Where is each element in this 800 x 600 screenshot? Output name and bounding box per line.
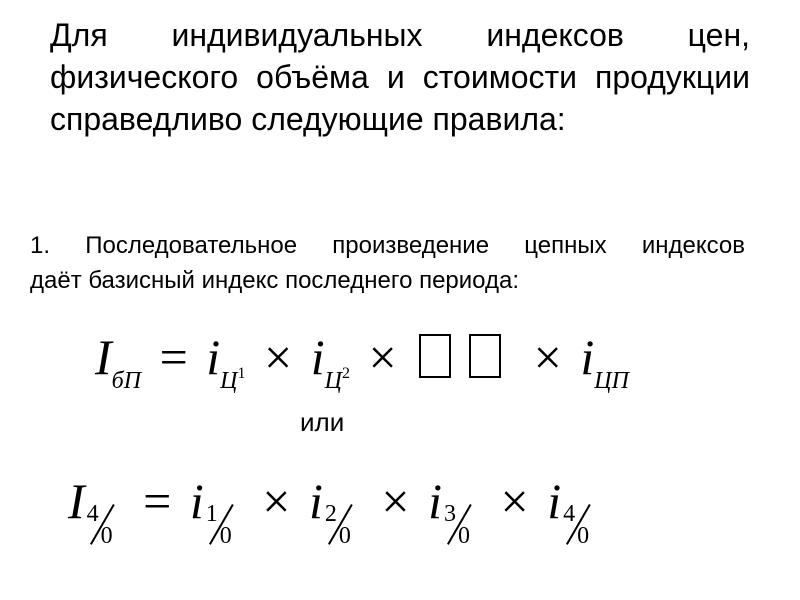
- formula-2-term-4-num: 4: [563, 501, 576, 527]
- rule-1-paragraph: [30, 228, 745, 298]
- formula-2-term-3-num: 3: [443, 501, 456, 527]
- formula-1-term-1-sub: Ц: [220, 368, 238, 394]
- formula-2-lhs: I: [68, 473, 85, 529]
- formula-2-term-1-num: 1: [205, 501, 218, 527]
- intro-line-2: физического объёма и стоимости продукции: [50, 59, 750, 95]
- formula-2-term-2-num: 2: [324, 501, 337, 527]
- formula-1-times-2: ×: [368, 329, 397, 385]
- formula-1-times-3: ×: [533, 329, 562, 385]
- formula-1-term-2: i: [310, 329, 325, 385]
- formula-1-lhs: I: [95, 329, 112, 385]
- formula-2-term-2-fraction: [325, 502, 355, 548]
- formula-2-lhs-num: 4: [86, 501, 99, 527]
- formula-2-term-3: i: [428, 473, 442, 529]
- or-connector: или: [300, 407, 345, 437]
- formula-2-term-4-fraction: [563, 502, 593, 548]
- intro-line-1: Для индивидуальных индексов цен,: [50, 17, 750, 53]
- formula-1-term-1: i: [206, 329, 221, 385]
- formula-2-term-4: i: [547, 473, 562, 529]
- formula-2-term-1-fraction: [206, 502, 236, 548]
- missing-glyph-box-2: [469, 334, 501, 378]
- formula-1-times-1: ×: [264, 329, 293, 385]
- formula-1-term-n: i: [580, 329, 595, 385]
- formula-1-term-1-subnum: 1: [237, 365, 246, 382]
- missing-glyph-box-1: [419, 334, 451, 378]
- formula-2-term-1-den: 0: [219, 523, 232, 549]
- formula-chain-product: [95, 328, 629, 398]
- formula-1-term-2-subnum: 2: [341, 365, 350, 382]
- rule-1-line-2: даёт базисный индекс последнего периода:: [30, 267, 520, 294]
- formula-2-lhs-den: 0: [100, 523, 113, 549]
- formula-1-term-n-sub: ЦП: [594, 368, 629, 394]
- formula-numeric-example: [68, 472, 601, 562]
- formula-1-equals: =: [159, 329, 188, 385]
- intro-line-3: справедливо следующие правила:: [50, 101, 566, 137]
- formula-2-lhs-fraction: [87, 502, 117, 548]
- formula-1-term-2-sub: Ц: [324, 368, 342, 394]
- formula-2-times-2: ×: [381, 473, 410, 529]
- formula-1-lhs-sub: бП: [111, 368, 142, 394]
- formula-2-term-1: i: [189, 473, 204, 529]
- formula-2-times-1: ×: [262, 473, 291, 529]
- formula-2-times-3: ×: [500, 473, 529, 529]
- formula-2-term-2-den: 0: [338, 523, 351, 549]
- intro-paragraph: [50, 14, 750, 140]
- rule-1-line-1: 1. Последовательное произведение цепных индексов: [30, 232, 745, 259]
- formula-2-term-3-fraction: [444, 502, 474, 548]
- formula-2-term-2: i: [308, 473, 323, 529]
- formula-2-term-4-den: 0: [577, 523, 590, 549]
- formula-2-term-3-den: 0: [457, 523, 470, 549]
- formula-2-equals: =: [143, 473, 172, 529]
